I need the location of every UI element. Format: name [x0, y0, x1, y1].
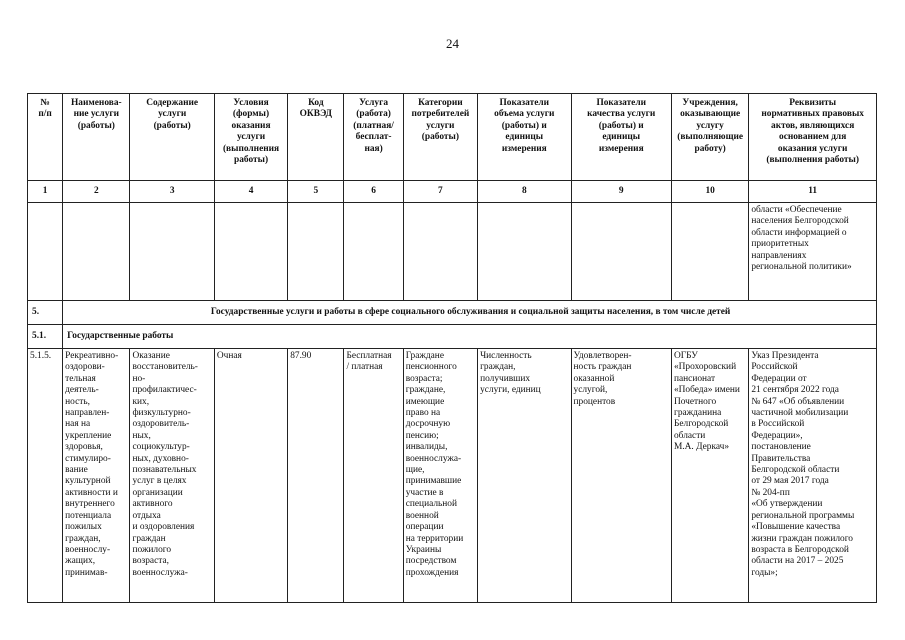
empty-cell — [63, 203, 130, 301]
empty-cell — [130, 203, 214, 301]
empty-cell — [571, 203, 671, 301]
header-cell-volume: Показатели объема услуги (работы) и единицы измерения — [478, 94, 571, 181]
column-number: 3 — [130, 181, 214, 203]
header-cell-paid: Услуга (работа) (платная/ бесплат- ная) — [344, 94, 403, 181]
acts-cell: Указ Президента Российской Федерации от 21 сентября 2022 года № 647 «Об объявлении частичной мобилизации в Российской Федерации», постановление Правительства Белгородской области от 29 мая 2017 года № 204-пп «Об утверждении региональной программы «Повышение качества жизни граждан пожилого возраста в Белгородской области на 2017 – 2025 годы»; — [749, 349, 877, 603]
row-number: 5.1.5. — [28, 349, 63, 603]
subsection-title: Государственные работы — [63, 325, 877, 349]
empty-cell — [214, 203, 287, 301]
paid-cell: Бесплатная / платная — [344, 349, 403, 603]
empty-cell — [403, 203, 477, 301]
services-table — [27, 93, 877, 603]
service-content-cell: Оказание восстановитель- но- профилактичес- ких, физкультурно- оздоровитель- ных, социокультур- ных, духовно- познавательных услуг в целях организации активного отдыха и оздоровления граждан пожилого возраста, военнослужа- — [130, 349, 214, 603]
header-cell-content: Содержание услуги (работы) — [130, 94, 214, 181]
header-cell-institution: Учреждения, оказывающие услугу (выполняющие работу) — [671, 94, 748, 181]
continuation-row — [28, 203, 877, 301]
header-cell-name: Наименова- ние услуги (работы) — [63, 94, 130, 181]
header-cell-quality: Показатели качества услуги (работы) и единицы измерения — [571, 94, 671, 181]
table-row — [28, 349, 877, 603]
volume-cell: Численность граждан, получивших услуги, единиц — [478, 349, 571, 603]
column-number: 4 — [214, 181, 287, 203]
header-cell-categories: Категории потребителей услуги (работы) — [403, 94, 477, 181]
section-row — [28, 301, 877, 325]
categories-cell: Граждане пенсионного возраста; граждане, имеющие право на досрочную пенсию; инвалиды, военнослужа- щие, принимавшие участие в специальной военной операции на территории Украины посредством прохождения — [403, 349, 477, 603]
header-cell-acts: Реквизиты нормативных правовых актов, являющихся основанием для оказания услуги (выполнения работы) — [749, 94, 877, 181]
subsection-row — [28, 325, 877, 349]
column-number: 9 — [571, 181, 671, 203]
column-number: 1 — [28, 181, 63, 203]
continuation-acts-cell: области «Обеспечение населения Белгородской области информацией о приоритетных направлениях региональной политики» — [749, 203, 877, 301]
column-number: 10 — [671, 181, 748, 203]
quality-cell: Удовлетворен- ность граждан оказанной услугой, процентов — [571, 349, 671, 603]
empty-cell — [28, 203, 63, 301]
section-title: Государственные услуги и работы в сфере социального обслуживания и социальной защиты населения, в том числе детей — [63, 301, 877, 325]
institution-cell: ОГБУ «Прохоровский пансионат «Победа» имени Почетного гражданина Белгородской области М.А. Деркач» — [671, 349, 748, 603]
column-number: 7 — [403, 181, 477, 203]
okved-cell: 87.90 — [288, 349, 344, 603]
header-cell-num: № п/п — [28, 94, 63, 181]
service-name-cell: Рекреативно- оздорови- тельная деятель- ность, направлен- ная на укрепление здоровья, стимулиро- вание культурной активности и внутреннего потенциала пожилых граждан, военнослу- жащих, принимав- — [63, 349, 130, 603]
column-number: 6 — [344, 181, 403, 203]
empty-cell — [344, 203, 403, 301]
column-number: 11 — [749, 181, 877, 203]
subsection-number: 5.1. — [28, 325, 63, 349]
page-number: 24 — [446, 36, 459, 51]
empty-cell — [671, 203, 748, 301]
column-number-row — [28, 181, 877, 203]
header-cell-okved: Код ОКВЭД — [288, 94, 344, 181]
column-number: 8 — [478, 181, 571, 203]
header-cell-conditions: Условия (формы) оказания услуги (выполнения работы) — [214, 94, 287, 181]
section-number: 5. — [28, 301, 63, 325]
conditions-cell: Очная — [214, 349, 287, 603]
header-row — [28, 94, 877, 181]
empty-cell — [288, 203, 344, 301]
column-number: 2 — [63, 181, 130, 203]
column-number: 5 — [288, 181, 344, 203]
empty-cell — [478, 203, 571, 301]
